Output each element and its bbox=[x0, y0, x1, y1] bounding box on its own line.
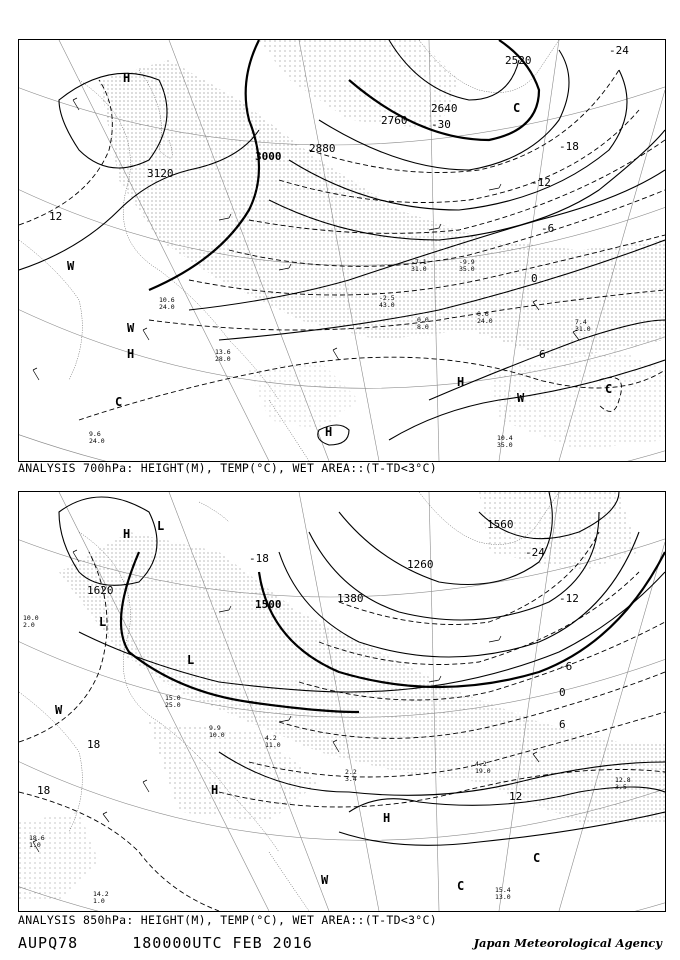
temp-label: -12 bbox=[559, 592, 579, 605]
temp-label: -24 bbox=[609, 44, 629, 57]
height-label: 3000 bbox=[255, 150, 282, 163]
temp-label: 18 bbox=[87, 738, 101, 751]
height-label: 1620 bbox=[87, 584, 114, 597]
station-value: 4.2 11.0 bbox=[265, 734, 281, 749]
system-marker: L bbox=[99, 615, 107, 629]
station-value: 15.4 13.0 bbox=[495, 886, 511, 901]
system-marker: H bbox=[383, 811, 391, 825]
temp-label: -12 bbox=[531, 176, 551, 189]
station-value: 0.6 24.0 bbox=[477, 310, 493, 325]
temp-label: -30 bbox=[431, 118, 451, 131]
station-value: 7.4 31.0 bbox=[575, 318, 591, 333]
temp-label: -6 bbox=[541, 222, 555, 235]
height-label: 1500 bbox=[255, 598, 282, 611]
height-label: 2520 bbox=[505, 54, 532, 67]
station-value: 10.6 24.0 bbox=[159, 296, 175, 311]
temp-label: -6 bbox=[559, 660, 573, 673]
station-value: 18.6 1.0 bbox=[29, 834, 45, 849]
map-panel-850hpa bbox=[18, 491, 666, 912]
station-value: 14.2 1.0 bbox=[93, 890, 109, 905]
height-label: 2760 bbox=[381, 114, 408, 127]
system-marker: H bbox=[123, 527, 131, 541]
system-marker: H bbox=[123, 71, 131, 85]
height-label: 1560 bbox=[487, 518, 514, 531]
temp-label: 0 bbox=[559, 686, 566, 699]
product-id: AUPQ78 bbox=[18, 934, 79, 952]
station-value: 15.0 25.0 bbox=[165, 694, 181, 709]
station-value: 9.6 24.0 bbox=[89, 430, 105, 445]
temp-label: 18 bbox=[37, 784, 51, 797]
temp-label: -18 bbox=[559, 140, 579, 153]
wet-area bbox=[19, 492, 665, 902]
height-label: 1260 bbox=[407, 558, 434, 571]
temp-label: -24 bbox=[525, 546, 545, 559]
system-marker: W bbox=[55, 703, 63, 717]
panel-caption-700hpa: ANALYSIS 700hPa: HEIGHT(M), TEMP(°C), WET AREA::(T-TD<3°C) bbox=[18, 461, 437, 475]
system-marker: W bbox=[321, 873, 329, 887]
station-value: 10.0 2.0 bbox=[23, 614, 39, 629]
system-marker: C bbox=[457, 879, 465, 893]
system-marker: H bbox=[457, 375, 465, 389]
temp-label: 12 bbox=[509, 790, 523, 803]
temp-label: 6 bbox=[539, 348, 546, 361]
wet-area bbox=[99, 40, 665, 450]
station-value: 9.9 10.0 bbox=[209, 724, 225, 739]
system-marker: W bbox=[517, 391, 525, 405]
system-marker: C bbox=[115, 395, 123, 409]
temp-label: 0 bbox=[531, 272, 538, 285]
system-marker: H bbox=[211, 783, 219, 797]
station-value: 12.8 3.5 bbox=[615, 776, 631, 791]
height-label: 2640 bbox=[431, 102, 458, 115]
system-marker: L bbox=[187, 653, 195, 667]
panel-caption-850hpa: ANALYSIS 850hPa: HEIGHT(M), TEMP(°C), WET AREA::(T-TD<3°C) bbox=[18, 913, 437, 927]
valid-time: 180000UTC FEB 2016 bbox=[132, 934, 313, 952]
height-label: 2880 bbox=[309, 142, 336, 155]
station-value: 0.0 8.0 bbox=[417, 316, 429, 331]
chart-850hpa bbox=[19, 492, 665, 911]
system-marker: L bbox=[157, 519, 165, 533]
station-value: 2.2 3.4 bbox=[345, 768, 357, 783]
station-value: 13.6 28.0 bbox=[215, 348, 231, 363]
station-value: -2.5 43.0 bbox=[379, 294, 395, 309]
height-label: 1380 bbox=[337, 592, 364, 605]
temp-label: 12 bbox=[49, 210, 63, 223]
temp-label: -18 bbox=[249, 552, 269, 565]
height-label: 3120 bbox=[147, 167, 174, 180]
temp-label: 6 bbox=[559, 718, 566, 731]
system-marker: W bbox=[127, 321, 135, 335]
map-panel-700hpa bbox=[18, 39, 666, 462]
system-marker: C bbox=[605, 382, 613, 396]
system-marker: H bbox=[325, 425, 333, 439]
system-marker: W bbox=[67, 259, 75, 273]
system-marker: C bbox=[533, 851, 541, 865]
station-value: 4.2 19.0 bbox=[475, 760, 491, 775]
chart-700hpa bbox=[19, 40, 665, 461]
product-header bbox=[18, 934, 313, 952]
system-marker: H bbox=[127, 347, 135, 361]
station-value: -9.9 35.0 bbox=[459, 258, 475, 273]
station-value: 10.4 35.0 bbox=[497, 434, 513, 449]
station-value: -7.1 31.0 bbox=[411, 258, 427, 273]
agency-name: Japan Meteorological Agency bbox=[473, 936, 662, 950]
system-marker: C bbox=[513, 101, 521, 115]
